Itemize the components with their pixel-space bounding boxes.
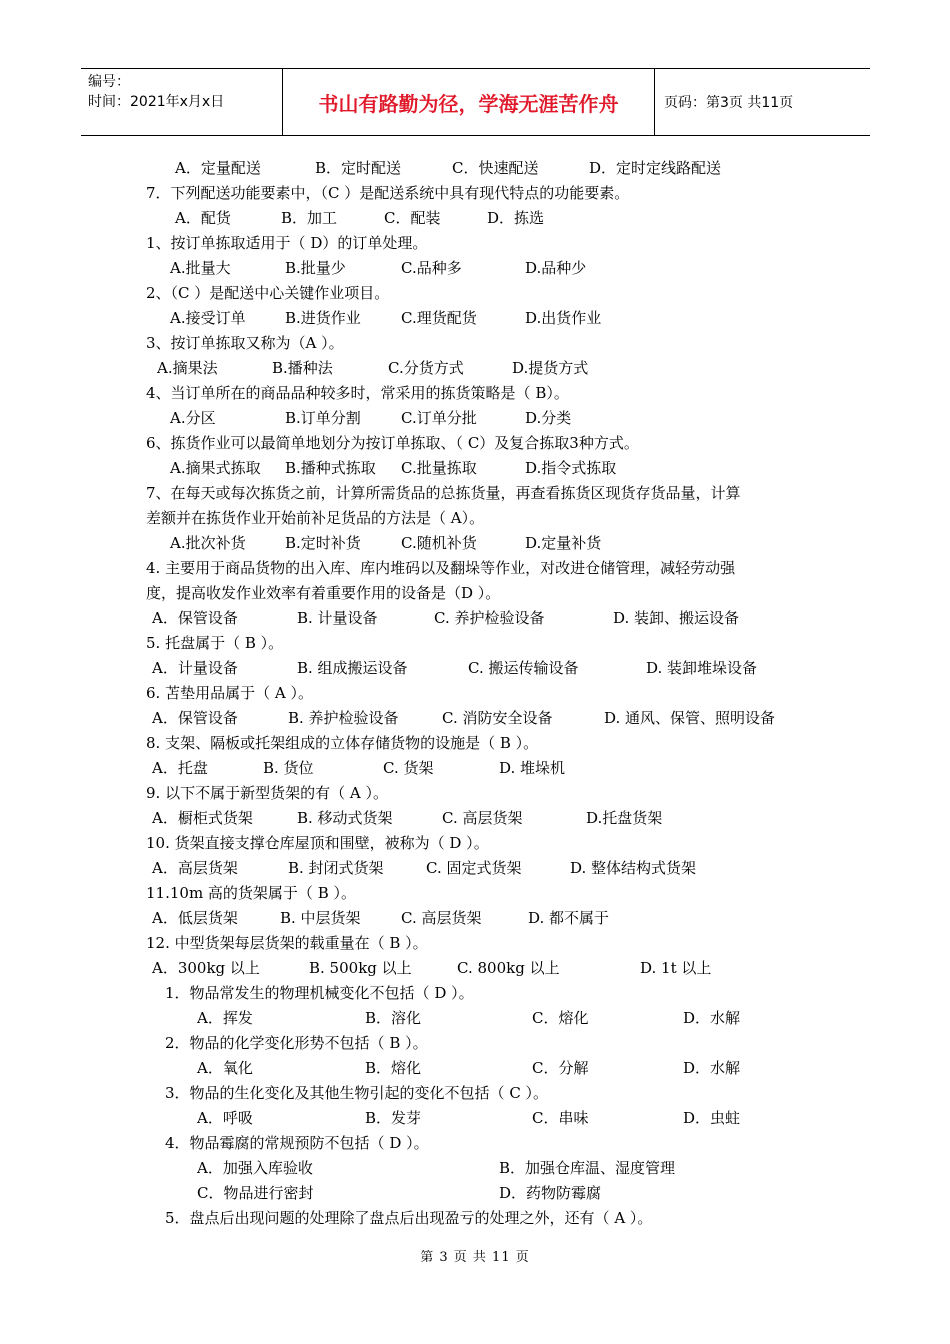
answer-option: D．拣选 [487, 209, 545, 227]
answer-option: D.提货方式 [512, 359, 589, 377]
answer-options-row [197, 1183, 847, 1203]
answer-option: B.订单分割 [285, 409, 361, 427]
answer-option: D. 堆垛机 [499, 759, 566, 777]
answer-options-row [152, 758, 802, 778]
question-text: 度，提高收发作业效率有着重要作用的设备是（D ）。 [146, 584, 501, 602]
answer-option: D.托盘货架 [586, 809, 663, 827]
answer-option: C．分解 [532, 1059, 589, 1077]
answer-option: C.分货方式 [388, 359, 464, 377]
answer-options-row [170, 533, 820, 553]
answer-option: B.定时补货 [285, 534, 361, 552]
answer-options-row [152, 958, 802, 978]
answer-option: A．托盘 [152, 759, 208, 777]
answer-option: B. 移动式货架 [297, 809, 393, 827]
answer-options-row [152, 908, 802, 928]
answer-option: D.品种少 [525, 259, 587, 277]
answer-option: B．熔化 [365, 1059, 422, 1077]
answer-option: D．定时定线路配送 [589, 159, 722, 177]
answer-option: D. 都不属于 [528, 909, 610, 927]
answer-option: D.指令式拣取 [525, 459, 617, 477]
answer-option: B．加工 [281, 209, 338, 227]
answer-option: D. 整体结构式货架 [570, 859, 697, 877]
answer-option: A．橱柜式货架 [152, 809, 253, 827]
question-text: 5. 托盘属于（ B ）。 [146, 634, 284, 652]
question-text: 1．物品常发生的物理机械变化不包括（ D ）。 [165, 984, 474, 1002]
answer-option: D．虫蛀 [683, 1109, 741, 1127]
answer-options-row [175, 208, 825, 228]
answer-option: B. 计量设备 [297, 609, 378, 627]
answer-options-row [152, 808, 802, 828]
header-meta [81, 69, 283, 135]
answer-option: B．发芽 [365, 1109, 422, 1127]
question-text: 6、拣货作业可以最简单地划分为按订单拣取、（ C）及复合拣取3种方式。 [146, 434, 639, 452]
answer-option: B. 货位 [263, 759, 314, 777]
question-text: 2、（C ）是配送中心关键作业项目。 [146, 284, 390, 302]
answer-option: C. 固定式货架 [426, 859, 522, 877]
answer-options-row [152, 858, 802, 878]
answer-option: C. 消防安全设备 [442, 709, 553, 727]
answer-options-row [197, 1058, 847, 1078]
answer-option: C．串味 [532, 1109, 589, 1127]
answer-option: A．定量配送 [175, 159, 261, 177]
time-label: 时间：2021年x月x日 [88, 94, 225, 110]
answer-option: B. 组成搬运设备 [297, 659, 408, 677]
answer-option: A．呼吸 [197, 1109, 253, 1127]
answer-option: B. 养护检验设备 [288, 709, 399, 727]
answer-options-row [170, 408, 820, 428]
answer-option: A．配货 [175, 209, 231, 227]
answer-option: D.分类 [525, 409, 572, 427]
answer-option: B. 中层货架 [280, 909, 361, 927]
answer-option: B. 封闭式货架 [288, 859, 384, 877]
answer-option: D．药物防霉腐 [499, 1184, 602, 1202]
answer-option: A．保管设备 [152, 709, 238, 727]
question-text: 2．物品的化学变化形势不包括（ B ）。 [165, 1034, 428, 1052]
answer-option: C.品种多 [401, 259, 462, 277]
question-text: 5．盘点后出现问题的处理除了盘点后出现盈亏的处理之外，还有（ A ）。 [165, 1209, 653, 1227]
answer-option: B.批量少 [285, 259, 346, 277]
answer-option: C．配装 [384, 209, 441, 227]
answer-option: C. 养护检验设备 [434, 609, 545, 627]
question-text: 差额并在拣货作业开始前补足货品的方法是（ A）。 [146, 509, 485, 527]
answer-option: A．氧化 [197, 1059, 253, 1077]
answer-option: D. 通风、保管、照明设备 [604, 709, 776, 727]
answer-option: C．熔化 [532, 1009, 589, 1027]
question-text: 7．下列配送功能要素中，（C ）是配送系统中具有现代特点的功能要素。 [146, 184, 630, 202]
answer-options-row [152, 658, 802, 678]
question-text: 9. 以下不属于新型货架的有（ A ）。 [146, 784, 388, 802]
answer-option: D. 1t 以上 [640, 959, 712, 977]
answer-options-row [197, 1008, 847, 1028]
page-header [81, 68, 870, 136]
answer-option: B.播种式拣取 [285, 459, 376, 477]
answer-options-row [175, 158, 825, 178]
question-text: 12. 中型货架每层货架的载重量在（ B ）。 [146, 934, 428, 952]
answer-option: B.进货作业 [285, 309, 361, 327]
answer-option: C.理货配货 [401, 309, 477, 327]
answer-option: D．水解 [683, 1059, 741, 1077]
answer-option: B．加强仓库温、湿度管理 [499, 1159, 676, 1177]
answer-options-row [170, 458, 820, 478]
answer-option: C．快速配送 [452, 159, 539, 177]
answer-option: C．物品进行密封 [197, 1184, 314, 1202]
question-text: 7、在每天或每次拣货之前，计算所需货品的总拣货量，再查看拣货区现货存货品量，计算 [146, 484, 741, 502]
question-text: 4. 主要用于商品货物的出入库、库内堆码以及翻垛等作业，对改进仓储管理，减轻劳动强 [146, 559, 736, 577]
question-text: 11.10m 高的货架属于（ B ）。 [146, 884, 356, 902]
answer-option: A.摘果式拣取 [170, 459, 261, 477]
answer-option: A．300kg 以上 [152, 959, 260, 977]
question-text: 4．物品霉腐的常规预防不包括（ D ）。 [165, 1134, 429, 1152]
answer-option: A．低层货架 [152, 909, 238, 927]
answer-options-row [170, 258, 820, 278]
answer-options-row [197, 1108, 847, 1128]
answer-option: C. 高层货架 [401, 909, 482, 927]
page-footer: 第 3 页 共 11 页 [420, 1250, 530, 1265]
answer-option: A．计量设备 [152, 659, 238, 677]
answer-option: D. 装卸堆垛设备 [646, 659, 758, 677]
answer-option: A．加强入库验收 [197, 1159, 313, 1177]
answer-option: A．保管设备 [152, 609, 238, 627]
answer-option: A.摘果法 [157, 359, 218, 377]
answer-option: D.定量补货 [525, 534, 602, 552]
answer-option: C.批量拣取 [401, 459, 477, 477]
answer-option: C.随机补货 [401, 534, 477, 552]
answer-option: D.出货作业 [525, 309, 602, 327]
answer-options-row [197, 1158, 847, 1178]
serial-label: 编号： [88, 74, 130, 90]
answer-option: C. 货架 [383, 759, 434, 777]
answer-option: A.批次补货 [170, 534, 246, 552]
answer-option: A.分区 [170, 409, 216, 427]
question-text: 10. 货架直接支撑仓库屋顶和围壁，被称为（ D ）。 [146, 834, 489, 852]
answer-option: D. 装卸、搬运设备 [613, 609, 740, 627]
answer-option: D．水解 [683, 1009, 741, 1027]
answer-option: B.播种法 [272, 359, 333, 377]
answer-options-row [152, 708, 802, 728]
answer-option: A．高层货架 [152, 859, 238, 877]
question-text: 3．物品的生化变化及其他生物引起的变化不包括（ C ）。 [165, 1084, 549, 1102]
answer-option: C. 搬运传输设备 [468, 659, 579, 677]
answer-option: A．挥发 [197, 1009, 253, 1027]
question-text: 1、按订单拣取适用于（ D）的订单处理。 [146, 234, 428, 252]
answer-options-row [170, 308, 820, 328]
answer-option: C. 高层货架 [442, 809, 523, 827]
header-motto: 书山有路勤为径，学海无涯苦作舟 [283, 69, 655, 135]
answer-option: B．溶化 [365, 1009, 422, 1027]
answer-option: A.批量大 [170, 259, 231, 277]
answer-option: C.订单分批 [401, 409, 477, 427]
answer-option: B．定时配送 [315, 159, 402, 177]
answer-option: B. 500kg 以上 [309, 959, 412, 977]
answer-options-row [157, 358, 807, 378]
answer-option: C. 800kg 以上 [457, 959, 560, 977]
question-text: 3、按订单拣取又称为（A ）。 [146, 334, 344, 352]
answer-options-row [152, 608, 802, 628]
question-text: 4、当订单所在的商品品种较多时，常采用的拣货策略是（ B）。 [146, 384, 569, 402]
question-text: 6. 苫垫用品属于（ A ）。 [146, 684, 313, 702]
answer-option: A.接受订单 [170, 309, 246, 327]
question-text: 8. 支架、隔板或托架组成的立体存储货物的设施是（ B ）。 [146, 734, 539, 752]
header-page-info: 页码：第3页 共11页 [664, 95, 794, 111]
